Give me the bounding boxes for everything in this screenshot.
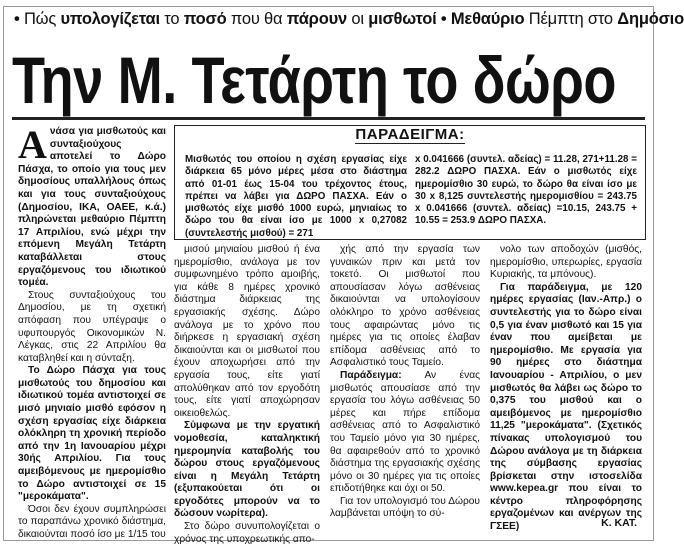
paragraph: Το Δώρο Πάσχα για τους μισθωτούς του δημοσίου και ιδιωτικού τομέα αντιστοιχεί σε μισό μηνιαίο μισθό εφόσον η σχέση εργασίας είχε διάρκεια ολόκληρη τη χρονική περίοδο από την 1η Ιανουαρίου μέχρι 30ής Απριλίου. Για τους αμειβόμενους με ημερομίσθιο το Δώρο αντιστοιχεί σε 15 "μεροκάματα". xyxy=(18,365,166,503)
author-signature: Κ. ΚΑΤ. xyxy=(601,517,637,529)
article-column-4 xyxy=(490,244,642,534)
paragraph: Παράδειγμα: Αν ένας μισθωτός απουσίασε από την εργασία του λόγω ασθένειας 50 μέρες και πήρε επίδομα ασθένειας από το Ασφαλιστικό του Ταμείο μόνο για 30 ημέρες, θα αφαιρεθούν από το χρονικό διάστημα της εργασιακής σχέσης μόνο οι 30 ημέρες για τις οποίες επιδοτήθηκε και όχι οι 50. xyxy=(330,369,480,495)
paragraph: Για παράδειγμα, με 120 ημέρες εργασίας (Ιαν.-Απρ.) ο συντελεστής για το δώρο είναι 0,5 για έναν μισθωτό και 15 για έναν που αμείβεται με ημερομίσθιο. Με εργασία για 90 ημέρες στο διάστημα Ιανουαρίου - Απριλίου, ο μεν μισθωτός θα λάβει ως δώρο το 0,375 του μισθού και ο αμειβόμενος με ημερομίσθιο 11,25 "μεροκάματα". (Σχετικός πίνακας υπολογισμού του Δώρου ανάλογα με τη διάρκεια της σύμβασης εργασίας βρίσκεται στην ιστοσελίδα www.kepea.gr που είναι το κέντρο πληροφόρησης εργαζομένων και ανέργων της ΓΣΕΕ) xyxy=(490,281,642,533)
example-text-left: Μισθωτός του οποίου η σχέση εργασίας είχε διάρκεια 65 μόνο μέρες μέσα στο διάστημα από 01-01 έως 15-04 του τρέχοντος έτους, πρέπει να λάβει για ΔΩΡΟ ΠΑΣΧΑ. Εάν ο μισθωτός είχε μισθό 1000 ευρώ, μηνιαίως το δώρο του θα είναι ίσο με 1000 x 0,27082 (συντελεστής μισθού) = 271 xyxy=(185,154,407,239)
paragraph: μισού μηνιαίου μισθού ή ένα ημερομίσθιο, ανάλογα με τον συμφωνημένο τρόπο αμοιβής, για κάθε 8 ημέρες χρονικό διάστημα διάρκειας της εργασιακής σχέσης. Δώρο ανάλογα με το χρόνο που διήρκεσε η εργασιακή σχέση δικαιούνται και οι μισθωτοί που έχουν αποχωρήσει από την εργασία τους, είτε γιατί απολύθηκαν από τον εργοδότη τους, είτε γιατί αποχώρησαν οικειοθελώς. xyxy=(174,244,320,419)
paragraph: Για τον υπολογισμό του Δώρου λαμβάνεται υπόψη το σύ- xyxy=(330,495,480,520)
article-column-2 xyxy=(174,244,320,546)
example-box xyxy=(174,125,646,240)
paragraph: Σύμφωνα με την εργατική νομοθεσία, καταληκτική ημερομηνία καταβολής του δώρου στους εργαζόμενους είναι η Μεγάλη Τετάρτη (εξυπακούεται ότι οι εργοδότες μπορούν να το δώσουν νωρίτερα). xyxy=(174,420,320,520)
paragraph: Όσοι δεν έχουν συμπληρώσει το παραπάνω χρονικό διάστημα, δικαιούνται ποσό ίσο με 1/15 του xyxy=(18,503,166,540)
paragraph: Στους συνταξιούχους του Δημοσίου, με τη σχετική απόφαση που υπέγραψε ο υφυπουργός Οικονομικών Ν. Λέγκας, στις 22 Απριλίου θα καταβληθεί και η σύνταξη. xyxy=(18,289,166,364)
paragraph: νολο των αποδοχών (μισθός, ημερομίσθιο, υπερωρίες, εργασία Κυριακής, τα μπόνους). xyxy=(490,244,642,281)
paragraph: χής από την εργασία των γυναικών πριν και μετά τον τοκετό. Οι μισθωτοί που απουσίασαν λόγω ασθένειας δικαιούνται να υπολογίσουν ολόκληρο το χρόνο ασθένειας τους αφαιρώντας μόνο τις ημέρες για τις οποίες έλαβαν επίδομα ασθένειας από το Ασφαλιστικό τους Ταμείο. xyxy=(330,244,480,369)
article-column-1 xyxy=(18,122,166,542)
article-column-3 xyxy=(330,244,480,521)
subheader: • Πώς υπολογίζεται το ποσό που θα πάρουν οι μισθωτοί • Μεθαύριο Πέμπτη στο Δημόσιο xyxy=(14,10,684,28)
paragraph: νάσα για μισθωτούς και συνταξιούχους αποτελεί το Δώρο Πάσχα, το οποίο για τους μεν δημοσίους υπαλλήλους όπως και για τους συνταξιούχους (Δημοσίου, ΙΚΑ, ΟΑΕΕ, κ.ά.) πληρώνεται μεθαύριο Πέμπτη 17 Απριλίου, ενώ μέχρι την επόμενη Μεγάλη Τετάρτη καταβάλλεται στους εργαζόμενους του ιδιωτικού τομέα. xyxy=(18,126,166,289)
example-label: Παράδειγμα: xyxy=(340,369,402,381)
example-text-right: x 0.041666 (συντελ. αδείας) = 11.28, 271+11.28 = 282.2 ΔΩΡΟ ΠΑΣΧΑ. Εάν ο μισθωτός είχε ημερομίσθιο 30 ευρώ, το δώρο θα είναι ίσο με 30 x 8,125 συντελεστής ημερομισθίου = 243.75 x 0.041666 (συντελ. αδείας) =10.15, 243.75 + 10.55 = 253.9 ΔΩΡΟ ΠΑΣΧΑ. xyxy=(415,154,637,227)
headline-rule xyxy=(12,117,645,120)
paragraph: Στο δώρο συνυπολογίζεται ο χρόνος της υποχρεωτικής απο- xyxy=(174,521,320,545)
example-title: ΠΑΡΑΔΕΙΓΜΑ: xyxy=(355,126,465,143)
drop-cap: Α xyxy=(18,122,47,167)
headline: Την Μ. Τετάρτη το δώρο xyxy=(12,43,617,117)
